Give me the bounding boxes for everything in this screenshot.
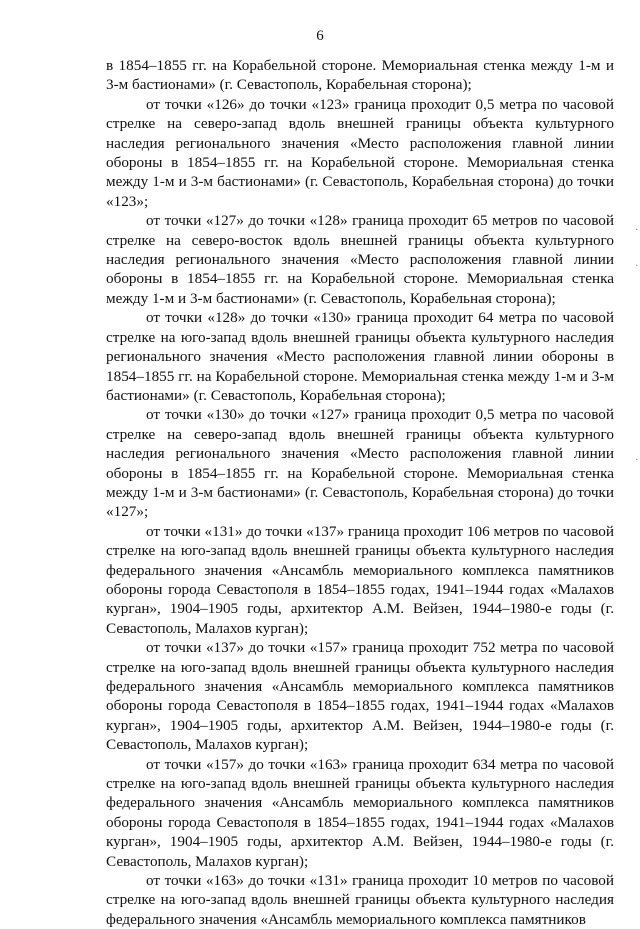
margin-mark: .	[635, 258, 638, 269]
paragraph: от точки «130» до точки «127» граница проходит 0,5 метра по часовой стрелке на северо-запад вдоль внешней границы объекта культурного наследия регионального значения «Место расположения главной линии обороны в 1854–1855 гг. на Корабельной стороне. Мемориальная стенка между 1-м и 3-м бастионами» (г. Севастополь, Корабельная сторона) до точки «127»;	[106, 406, 614, 521]
paragraph: от точки «128» до точки «130» граница проходит 64 метра по часовой стрелке на юго-запад вдоль внешней границы объекта культурного наследия регионального значения «Место расположения главной линии обороны в 1854–1855 гг. на Корабельной стороне. Мемориальная стенка между 1-м и 3-м бастионами» (г. Севастополь, Корабельная сторона);	[106, 309, 614, 404]
paragraph: от точки «157» до точки «163» граница проходит 634 метра по часовой стрелке на юго-запад вдоль внешней границы объекта культурного наследия федерального значения «Ансамбль мемориального комплекса памятников обороны города Севастополя в 1854–1855 годах, 1941–1944 годах «Малахов курган», 1904–1905 годы, архитектор А.М. Вейзен, 1944–1980-е годы (г. Севастополь, Малахов курган);	[106, 755, 614, 870]
paragraph: от точки «137» до точки «157» граница проходит 752 метра по часовой стрелке на юго-запад вдоль внешней границы объекта культурного наследия федерального значения «Ансамбль мемориального комплекса памятников обороны города Севастополя в 1854–1855 годах, 1941–1944 годах «Малахов курган», 1904–1905 годы, архитектор А.М. Вейзен, 1944–1980-е годы (г. Севастополь, Малахов курган);	[106, 639, 614, 754]
paragraph: от точки «131» до точки «137» граница проходит 106 метров по часовой стрелке на юго-запад вдоль внешней границы объекта культурного наследия федерального значения «Ансамбль мемориального комплекса памятников обороны города Севастополя в 1854–1855 годах, 1941–1944 годах «Малахов курган», 1904–1905 годы, архитектор А.М. Вейзен, 1944–1980-е годы (г. Севастополь, Малахов курган);	[106, 522, 614, 637]
margin-mark: .	[635, 452, 638, 463]
page-number: 6	[316, 28, 324, 44]
paragraph: от точки «163» до точки «131» граница проходит 10 метров по часовой стрелке на юго-запад вдоль внешней границы объекта культурного наследия федерального значения «Ансамбль мемориального комплекса памятников	[106, 872, 614, 928]
paragraph: в 1854–1855 гг. на Корабельной стороне. Мемориальная стенка между 1-м и 3-м бастионами» (г. Севастополь, Корабельная сторона);	[106, 57, 614, 94]
paragraph: от точки «127» до точки «128» граница проходит 65 метров по часовой стрелке на северо-восток вдоль внешней границы объекта культурного наследия регионального значения «Место расположения главной линии обороны в 1854–1855 гг. на Корабельной стороне. Мемориальная стенка между 1-м и 3-м бастионами» (г. Севастополь, Корабельная сторона);	[106, 212, 614, 307]
paragraph: от точки «126» до точки «123» граница проходит 0,5 метра по часовой стрелке на северо-запад вдоль внешней границы объекта культурного наследия регионального значения «Место расположения главной линии обороны в 1854–1855 гг. на Корабельной стороне. Мемориальная стенка между 1-м и 3-м бастионами» (г. Севастополь, Корабельная сторона) до точки «123»;	[106, 95, 614, 210]
document-body	[106, 56, 614, 929]
margin-mark: .	[635, 222, 638, 233]
